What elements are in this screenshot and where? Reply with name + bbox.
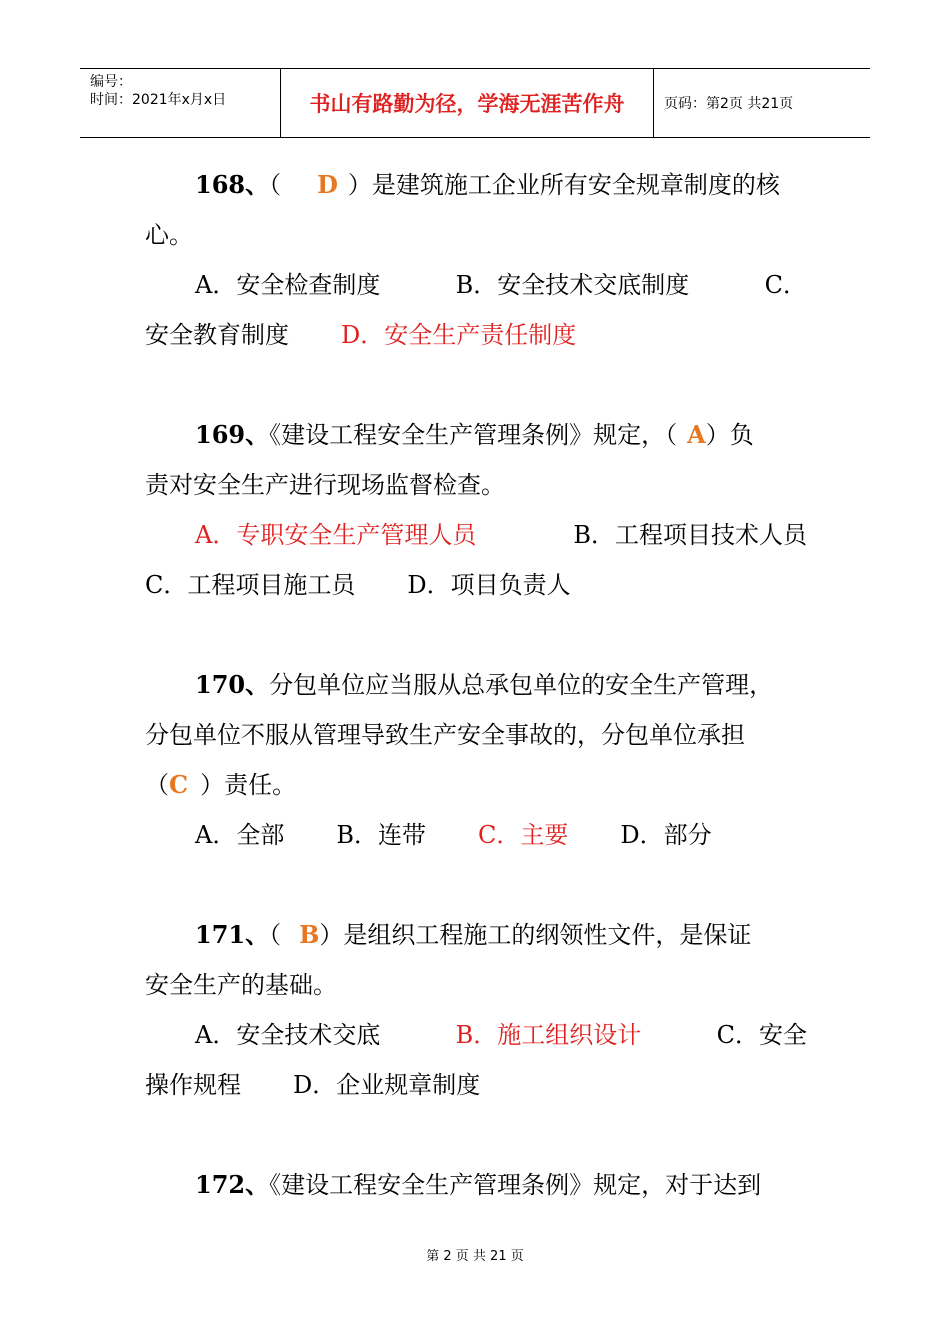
options-row — [145, 1010, 807, 1060]
option-d: D．项目负责人 — [407, 571, 571, 599]
option-a-correct: A．专职安全生产管理人员 — [195, 521, 477, 549]
options-row — [145, 560, 807, 610]
document-date-label: 时间：2021年x月x日 — [90, 92, 227, 108]
answer-mark: C — [169, 770, 189, 799]
question-number: 171、 — [195, 920, 270, 949]
option-d: D．企业规章制度 — [293, 1071, 481, 1099]
options-row — [145, 810, 807, 860]
option-c-cont: 操作规程 — [145, 1071, 241, 1099]
header-info — [80, 69, 281, 137]
question-170 — [145, 660, 807, 860]
option-d-correct: D．安全生产责任制度 — [341, 321, 577, 349]
question-171 — [145, 910, 807, 1110]
option-c-cont: 安全教育制度 — [145, 321, 289, 349]
option-d: D．部分 — [620, 821, 712, 849]
question-stem: 169、《建设工程安全生产管理条例》规定，（ A）负 — [195, 420, 754, 449]
answer-mark: B — [299, 920, 320, 949]
question-stem-cont: 责对安全生产进行现场监督检查。 — [145, 471, 505, 499]
question-stem-cont: 安全生产的基础。 — [145, 971, 337, 999]
options-row — [145, 310, 807, 360]
option-c-correct: C．主要 — [477, 821, 569, 849]
question-stem-cont: 分包单位不服从管理导致生产安全事故的，分包单位承担 — [145, 721, 745, 749]
question-number: 170、 — [195, 670, 270, 699]
question-number: 168、 — [195, 170, 270, 199]
option-b-correct: B．施工组织设计 — [455, 1021, 642, 1049]
question-172 — [145, 1160, 807, 1210]
option-a: A．安全技术交底 — [195, 1021, 381, 1049]
option-c: C．安全 — [716, 1021, 807, 1049]
question-number: 169、 — [195, 420, 270, 449]
option-b: B．安全技术交底制度 — [455, 271, 690, 299]
options-row — [145, 1060, 807, 1110]
question-stem: 171、（ B）是组织工程施工的纲领性文件，是保证 — [195, 920, 752, 949]
question-stem: 172、《建设工程安全生产管理条例》规定，对于达到 — [195, 1170, 762, 1199]
option-b: B．工程项目技术人员 — [573, 521, 807, 549]
page-header — [80, 68, 870, 138]
question-stem-cont: 心。 — [145, 221, 193, 249]
option-b: B．连带 — [336, 821, 426, 849]
options-row — [145, 260, 807, 310]
option-a: A．安全检查制度 — [195, 271, 381, 299]
answer-mark: D — [317, 170, 338, 199]
header-motto: 书山有路勤为径，学海无涯苦作舟 — [281, 69, 654, 137]
header-page-label: 页码：第2页 共21页 — [664, 96, 794, 112]
option-a: A．全部 — [195, 821, 285, 849]
answer-mark: A — [687, 420, 706, 449]
question-stem-cont: （C ）责任。 — [145, 770, 297, 799]
question-stem: 170、分包单位应当服从总承包单位的安全生产管理， — [195, 670, 774, 699]
options-row — [145, 510, 807, 560]
question-list — [145, 160, 807, 1210]
question-number: 172、 — [195, 1170, 270, 1199]
question-169 — [145, 410, 807, 610]
option-c: C．工程项目施工员 — [145, 571, 356, 599]
document-number-label: 编号： — [90, 74, 132, 90]
question-168 — [145, 160, 807, 360]
option-c: C． — [764, 271, 807, 299]
question-stem: 168、（ D ）是建筑施工企业所有安全规章制度的核 — [195, 170, 780, 199]
page-footer: 第 2 页 共 21 页 — [426, 1249, 524, 1264]
